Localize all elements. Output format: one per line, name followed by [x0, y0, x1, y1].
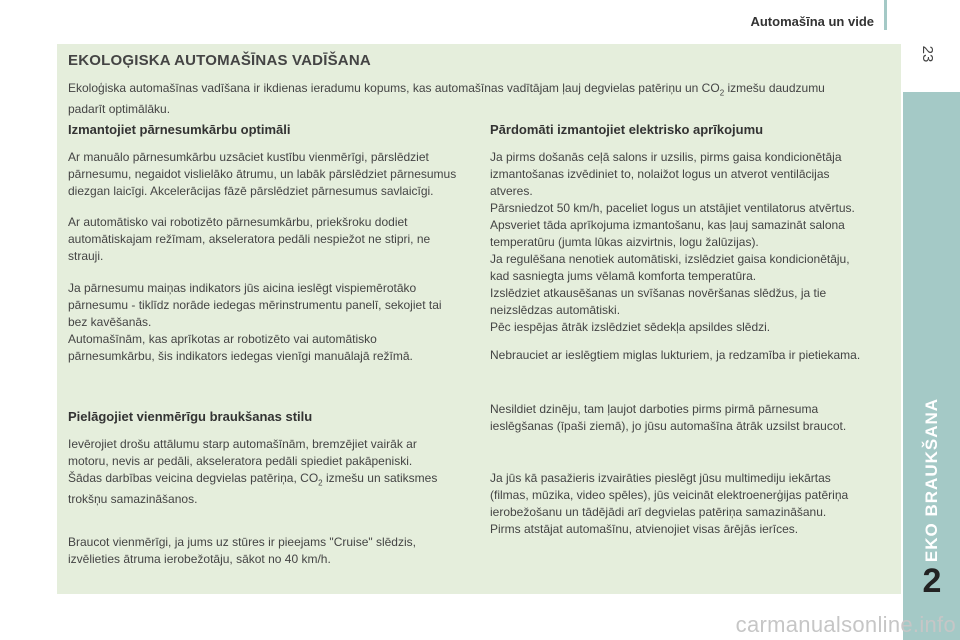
paragraph-automatic-gearbox: Ar automātisko vai robotizēto pārnesumkārbu, priekšroku dodiet automātiskajam režīmam, akseleratora pedāli nespiežot ne stipri, ne strauji. — [68, 215, 431, 263]
paragraph-fog-lights: Nebrauciet ar ieslēgtiem miglas lukturiem, ja redzamība ir pietiekama. — [490, 348, 861, 362]
section-title-electric-equipment: Pārdomāti izmantojiet elektrisko aprīkojumu — [490, 122, 764, 137]
page-title: EKOLOĢISKA AUTOMAŠĪNAS VADĪŠANA — [68, 52, 371, 69]
intro-paragraph: Ekoloģiska automašīnas vadīšana ir ikdienas ieradumu kopums, kas automašīnas vadītājam ļauj degvielas patēriņu un $CO_2$ izmešu daudzumu padarīt optimālāku. — [68, 81, 825, 117]
paragraph-safe-distance: Ievērojiet drošu attālumu starp automašīnām, bremzējiet vairāk ar motoru, nevis ar pedāli, akseleratora pedāli spiediet pakāpeniski. Šādas darbības veicina degvielas patēriņa, $CO_2$ izmešu un satiksmes trokšņu samazināšanos. — [68, 437, 438, 507]
chapter-title: Automašīna un vide — [750, 14, 874, 29]
paragraph-air-conditioning: Ja pirms došanās ceļā salons ir uzsilis, pirms gaisa kondicionētāja izmantošanas izvēdiniet to, nolaižot logus un atverot ventilācijas atveres. Pārsniedzot 50 km/h, paceliet logus un atstājiet ventilatorus atvērtus. Apsveriet tāda aprīkojuma izmantošanu, kas ļauj samazināt salona temperatūru (jumta lūkas aizvirtnis, logu žalūzijas). Ja regulēšana nenotiek automātiski, izslēdziet gaisa kondicionētāju, kad sasniegta jums vēlamā komforta temperatūra. Izslēdziet atkausēšanas un svīšanas novēršanas slēdžus, ja tie neizslēdzas automātiski. Pēc iespējas ātrāk izslēdziet sēdekļa apsildes slēdzi. — [490, 150, 855, 334]
section-title-gearbox: Izmantojiet pārnesumkārbu optimāli — [68, 122, 291, 137]
section-title-driving-style: Pielāgojiet vienmērīgu braukšanas stilu — [68, 409, 313, 424]
paragraph-gear-indicator: Ja pārnesumu maiņas indikators jūs aicina ieslēgt vispiemērotāko pārnesumu - tiklīdz norāde iedegas mērinstrumentu panelī, sekojiet tai bez kavēšanās. Automašīnām, kas aprīkotas ar robotizēto vai automātisko pārnesumkārbu, šis indikators iedegas vienīgi manuālajā režīmā. — [68, 281, 442, 363]
chapter-side-tab-label: EKO BRAUKŠANA — [922, 397, 941, 563]
paragraph-engine-warmup: Nesildiet dzinēju, tam ļaujot darboties pirms pirmā pārnesuma ieslēgšanas (īpaši ziemā), jo jūsu automašīna ātrāk uzsilst braucot. — [490, 402, 847, 433]
paragraph-multimedia: Ja jūs kā pasažieris izvairāties pieslēgt jūsu multimediju iekārtas (filmas, mūzika, video spēles), jūs veicināt elektroenerģijas patēriņa ierobežošanu un tādējādi arī degvielas patēriņa samazināšanu. Pirms atstājat automašīnu, atvienojiet visas ārējās ierīces. — [490, 471, 849, 536]
paragraph-manual-gearbox: Ar manuālo pārnesumkārbu uzsāciet kustību vienmērīgi, pārslēdziet pārnesumu, negaidot vislielāko ātrumu, un labāk pārslēdziet pārnesumus diezgan laicīgi. Akcelerācijas fāzē pārslēdziet pārnesumus savlaicīgi. — [68, 150, 457, 198]
watermark: carmanualsonline.info — [735, 612, 956, 637]
header-divider — [884, 0, 887, 30]
paragraph-cruise: Braucot vienmērīgi, ja jums uz stūres ir pieejams "Cruise" slēdzis, izvēlieties ātruma ierobežotāju, sākot no 40 km/h. — [68, 535, 416, 566]
chapter-number: 2 — [922, 562, 942, 600]
page-number: 23 — [919, 45, 936, 63]
